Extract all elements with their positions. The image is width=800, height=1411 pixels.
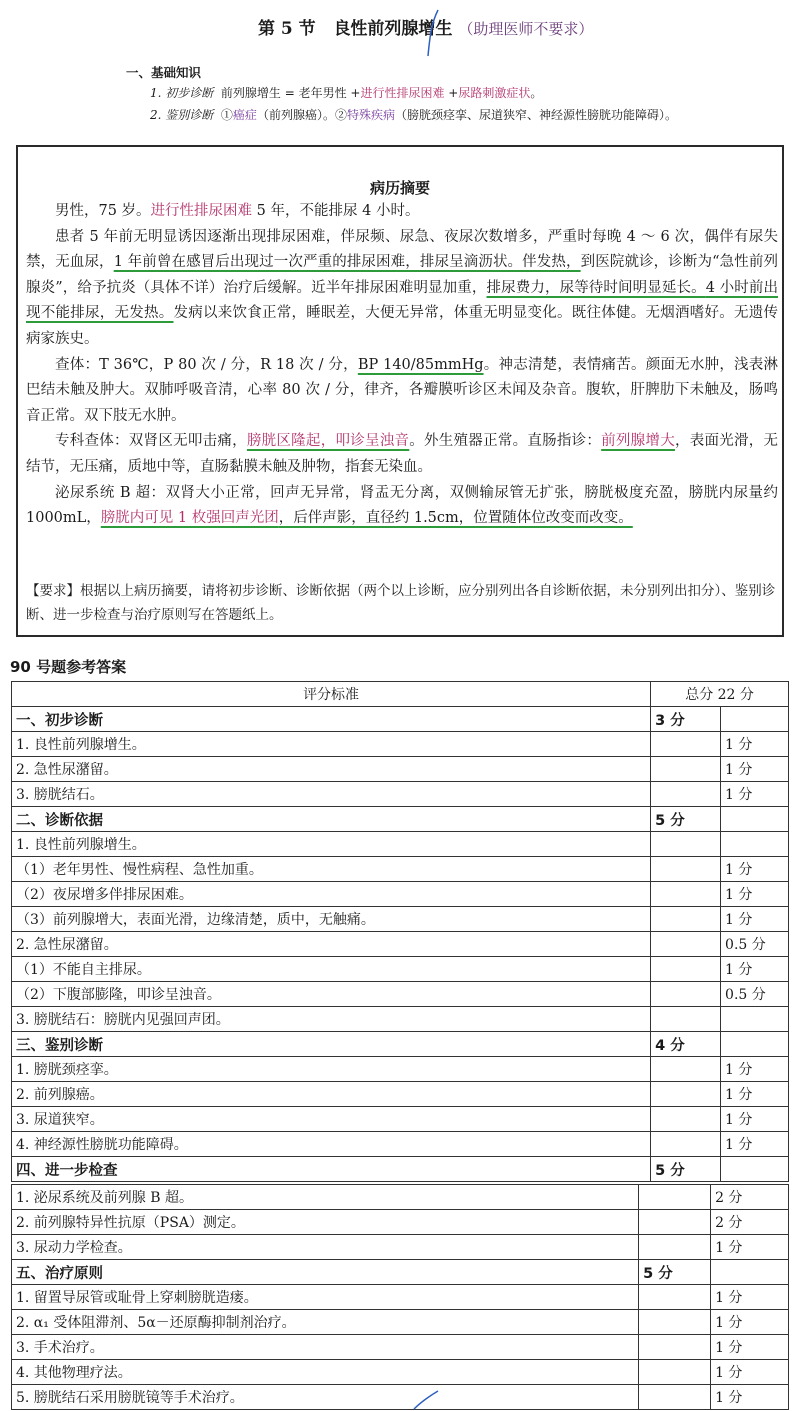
case-text (26, 199, 778, 532)
row-item: 4. 神经源性膀胱功能障碍。 (12, 1132, 651, 1157)
row-item: 1. 良性前列腺增生。 (12, 732, 651, 757)
basics-line-2 (150, 106, 677, 123)
row-item: 1. 良性前列腺增生。 (12, 832, 651, 857)
row-item: 四、进一步检查 (12, 1157, 651, 1182)
case-p1-b: 5 年，不能排尿 4 小时。 (252, 203, 420, 219)
row-score: 1 分 (721, 1132, 789, 1157)
case-p3-underline: BP 140/85mmHg (357, 356, 484, 373)
basics-line-1-end: 。 (530, 86, 543, 100)
row-item: （2）夜尿增多伴排尿困难。 (12, 882, 651, 907)
case-summary-box (16, 145, 784, 637)
row-group-score (639, 1335, 711, 1360)
row-item: 1. 膀胱颈痉挛。 (12, 1057, 651, 1082)
case-paragraph-3 (26, 353, 778, 430)
case-p2-underline-1: 1 年前曾在感冒后出现过一次严重的排尿困难，排尿呈滴沥状。伴发热， (113, 254, 581, 271)
row-score: 1 分 (711, 1385, 789, 1410)
case-p2-a: 患者 5 年前无明显诱因逐渐出现排尿困难，伴尿频、尿急、夜尿次数增多，严重时每晚 4 ～ 6 次，偶伴有尿失禁，无血尿， (26, 228, 778, 271)
row-score: 0.5 分 (721, 982, 789, 1007)
row-score: 1 分 (711, 1360, 789, 1385)
case-p1-a: 男性，75 岁。 (55, 203, 151, 219)
row-group-score: 4 分 (651, 1032, 721, 1057)
case-p3-a: 查体：T 36℃，P 80 次 / 分，R 18 次 / 分， (55, 356, 358, 373)
basics-line-2-hl2: 特殊疾病 (346, 108, 395, 122)
row-item: 3. 膀胱结石。 (12, 782, 651, 807)
table-header-row (12, 682, 789, 707)
row-score: 1 分 (721, 1082, 789, 1107)
table-row (12, 1210, 789, 1235)
row-score (721, 707, 789, 732)
case-p2-b: 到医院就诊，诊断为“急性前列腺炎”，给予抗炎（具体不详）治疗后缓解。近半年排尿困难明显加重， (26, 254, 778, 296)
row-score: 1 分 (721, 1057, 789, 1082)
table-row (12, 1260, 789, 1285)
row-group-score (639, 1235, 711, 1260)
row-item: （2）下腹部膨隆，叩诊呈浊音。 (12, 982, 651, 1007)
row-score: 1 分 (711, 1310, 789, 1335)
row-group-score (639, 1185, 711, 1210)
row-group-score (651, 907, 721, 932)
row-item: 3. 膀胱结石：膀胱内见强回声团。 (12, 1007, 651, 1032)
table-row (12, 1157, 789, 1182)
row-group-score (651, 782, 721, 807)
row-score: 1 分 (721, 857, 789, 882)
row-group-score (639, 1360, 711, 1385)
row-score (721, 1032, 789, 1057)
row-item: 1. 泌尿系统及前列腺 B 超。 (12, 1185, 639, 1210)
row-score: 1 分 (721, 1107, 789, 1132)
row-item: 1. 留置导尿管或耻骨上穿刺膀胱造瘘。 (12, 1285, 639, 1310)
table-row (12, 1132, 789, 1157)
basics-line-2-p2: （膀胱颈痉挛、尿道狭窄、神经源性膀胱功能障碍）。 (394, 108, 677, 122)
row-score: 1 分 (711, 1235, 789, 1260)
basics-heading: 一、基础知识 (126, 65, 202, 80)
row-item: （1）老年男性、慢性病程、急性加重。 (12, 857, 651, 882)
row-group-score (651, 882, 721, 907)
row-score: 1 分 (721, 882, 789, 907)
row-item: 2. 急性尿潴留。 (12, 932, 651, 957)
table-row (12, 932, 789, 957)
pen-mark-icon (410, 1389, 440, 1411)
table-row (12, 1107, 789, 1132)
row-group-score (651, 1057, 721, 1082)
case-p4-highlight: 膀胱区隆起，叩诊呈浊音 (246, 433, 410, 450)
row-group-score (639, 1210, 711, 1235)
basics-line-1 (150, 84, 542, 101)
case-p2-underline-2: 排尿费力，尿等待时间明显延长。 (486, 279, 706, 296)
row-score: 1 分 (711, 1285, 789, 1310)
row-item: 2. 急性尿潴留。 (12, 757, 651, 782)
basics-line-2-p1: （前列腺癌）。② (256, 108, 347, 122)
row-group-score: 5 分 (639, 1260, 711, 1285)
row-group-score (651, 1132, 721, 1157)
row-group-score (651, 932, 721, 957)
row-item: 2. 前列腺特异性抗原（PSA）测定。 (12, 1210, 639, 1235)
section-number: 第 5 节 (258, 19, 316, 39)
scoring-table-1 (11, 681, 789, 1182)
pen-stroke-icon (418, 8, 458, 58)
row-score: 1 分 (721, 957, 789, 982)
table-row (12, 857, 789, 882)
basics-line-1-hl2: 尿路刺激症状 (458, 86, 531, 100)
case-p5-a: 泌尿系统 B 超：双肾大小正常，回声无异常，肾盂无分离，双侧输尿管无扩张，膀胱极度充盈，膀胱内尿量约 1000mL， (26, 484, 778, 527)
row-score: 1 分 (721, 757, 789, 782)
scoring-table-2-body (12, 1185, 789, 1410)
row-group-score: 5 分 (651, 807, 721, 832)
row-group-score (651, 832, 721, 857)
case-paragraph-4 (26, 429, 778, 480)
case-p4-b: 。外生殖器正常。直肠指诊： (409, 433, 602, 450)
row-item: 2. 前列腺癌。 (12, 1082, 651, 1107)
row-item: 一、初步诊断 (12, 707, 651, 732)
table-row (12, 1385, 789, 1410)
header-standard: 评分标准 (12, 682, 651, 707)
row-item: 2. α₁ 受体阻滞剂、5α－还原酶抑制剂治疗。 (12, 1310, 639, 1335)
row-score (721, 832, 789, 857)
row-group-score (651, 1107, 721, 1132)
row-item: 3. 尿动力学检查。 (12, 1235, 639, 1260)
case-p3-b: 。神志清楚，表情痛苦。颜面无水肿，浅表淋巴结未触及肿大。双肺呼吸音清，心率 80 次 / 分，律齐，各瓣膜听诊区未闻及杂音。腹软，肝脾肋下未触及，肠鸣音正常。双下肢无水肿。 (26, 356, 779, 424)
table-row (12, 832, 789, 857)
table-row (12, 782, 789, 807)
row-score: 1 分 (721, 782, 789, 807)
scoring-table-1-body (12, 707, 789, 1182)
table-row (12, 732, 789, 757)
row-group-score (651, 982, 721, 1007)
case-p5-b: ，后伴声影，直径约 1.5cm，位置随体位改变而改变。 (278, 510, 633, 527)
row-group-score (651, 957, 721, 982)
basics-line-1-hl1: 进行性排尿困难 (360, 86, 445, 100)
case-p4-highlight-2: 前列腺增大 (601, 433, 675, 450)
row-group-score (639, 1285, 711, 1310)
section-topic: 良性前列腺增生 (333, 19, 453, 39)
basics-line-1-main: 前列腺增生 = 老年男性 + (220, 86, 361, 100)
row-item: 4. 其他物理疗法。 (12, 1360, 639, 1385)
row-score (711, 1260, 789, 1285)
row-score: 0.5 分 (721, 932, 789, 957)
table-row (12, 882, 789, 907)
table-row (12, 1310, 789, 1335)
table-row (12, 707, 789, 732)
table-row (12, 907, 789, 932)
row-score: 2 分 (711, 1210, 789, 1235)
row-score: 2 分 (711, 1185, 789, 1210)
case-heading: 病历摘要 (369, 179, 430, 197)
table-row (12, 982, 789, 1007)
header-total: 总分 22 分 (651, 682, 789, 707)
table-row (12, 1285, 789, 1310)
section-note: （助理医师不要求） (458, 20, 594, 38)
table-row (12, 807, 789, 832)
row-item: 3. 尿道狭窄。 (12, 1107, 651, 1132)
case-p2-d: 发病以来饮食正常，睡眠差，大便无异常，体重无明显变化。既往体健。无烟酒嗜好。无遗传病家族史。 (26, 305, 778, 347)
table-row (12, 1007, 789, 1032)
row-score: 1 分 (711, 1335, 789, 1360)
case-p5-highlight: 膀胱内可见 1 枚强回声光团 (100, 510, 279, 527)
table-row (12, 1335, 789, 1360)
row-item: （1）不能自主排尿。 (12, 957, 651, 982)
case-p1-highlight: 进行性排尿困难 (150, 203, 253, 219)
case-paragraph-5 (26, 481, 778, 532)
case-requirement: 【要求】根据以上病历摘要，请将初步诊断、诊断依据（两个以上诊断，应分别列出各自诊断依据，未分别列出扣分）、鉴别诊断、进一步检查与治疗原则写在答题纸上。 (26, 583, 776, 623)
table-row (12, 1235, 789, 1260)
basics-line-1-mid: + (444, 86, 459, 100)
row-item: （3）前列腺增大，表面光滑，边缘清楚，质中，无触痛。 (12, 907, 651, 932)
case-p4-a: 专科查体：双肾区无叩击痛， (55, 433, 247, 450)
row-item: 5. 膀胱结石采用膀胱镜等手术治疗。 (12, 1385, 639, 1410)
row-score (721, 1007, 789, 1032)
row-group-score (651, 857, 721, 882)
basics-line-2-label: 2. 鉴别诊断 (150, 108, 214, 122)
case-p4-c: ，表面光滑，无结节，无压痛，质地中等，直肠黏膜未触及肿物，指套无染血。 (26, 433, 779, 475)
table-row (12, 1082, 789, 1107)
row-group-score (639, 1310, 711, 1335)
case-paragraph-2 (26, 225, 778, 353)
row-group-score: 3 分 (651, 707, 721, 732)
table-row (12, 1360, 789, 1385)
basics-line-2-c1: ① (220, 108, 233, 122)
basics-line-1-label: 1. 初步诊断 (150, 86, 214, 100)
row-group-score (651, 1082, 721, 1107)
row-item: 3. 手术治疗。 (12, 1335, 639, 1360)
case-p2-underline-3: 4 小时前出现不能排尿，无发热。 (26, 279, 778, 322)
row-item: 五、治疗原则 (12, 1260, 639, 1285)
row-group-score (651, 1007, 721, 1032)
table-row (12, 1185, 789, 1210)
answer-title: 90 号题参考答案 (10, 658, 127, 676)
basics-line-2-hl1: 癌症 (232, 108, 257, 122)
row-item: 三、鉴别诊断 (12, 1032, 651, 1057)
row-score (721, 807, 789, 832)
row-group-score (651, 757, 721, 782)
row-group-score: 5 分 (651, 1157, 721, 1182)
table-row (12, 1032, 789, 1057)
scoring-table-2 (11, 1184, 789, 1410)
row-score: 1 分 (721, 907, 789, 932)
table-row (12, 957, 789, 982)
row-group-score (651, 732, 721, 757)
table-row (12, 1057, 789, 1082)
row-group-score (639, 1385, 711, 1410)
row-item: 二、诊断依据 (12, 807, 651, 832)
case-paragraph-1 (26, 199, 778, 225)
row-score: 1 分 (721, 732, 789, 757)
table-row (12, 757, 789, 782)
row-score (721, 1157, 789, 1182)
